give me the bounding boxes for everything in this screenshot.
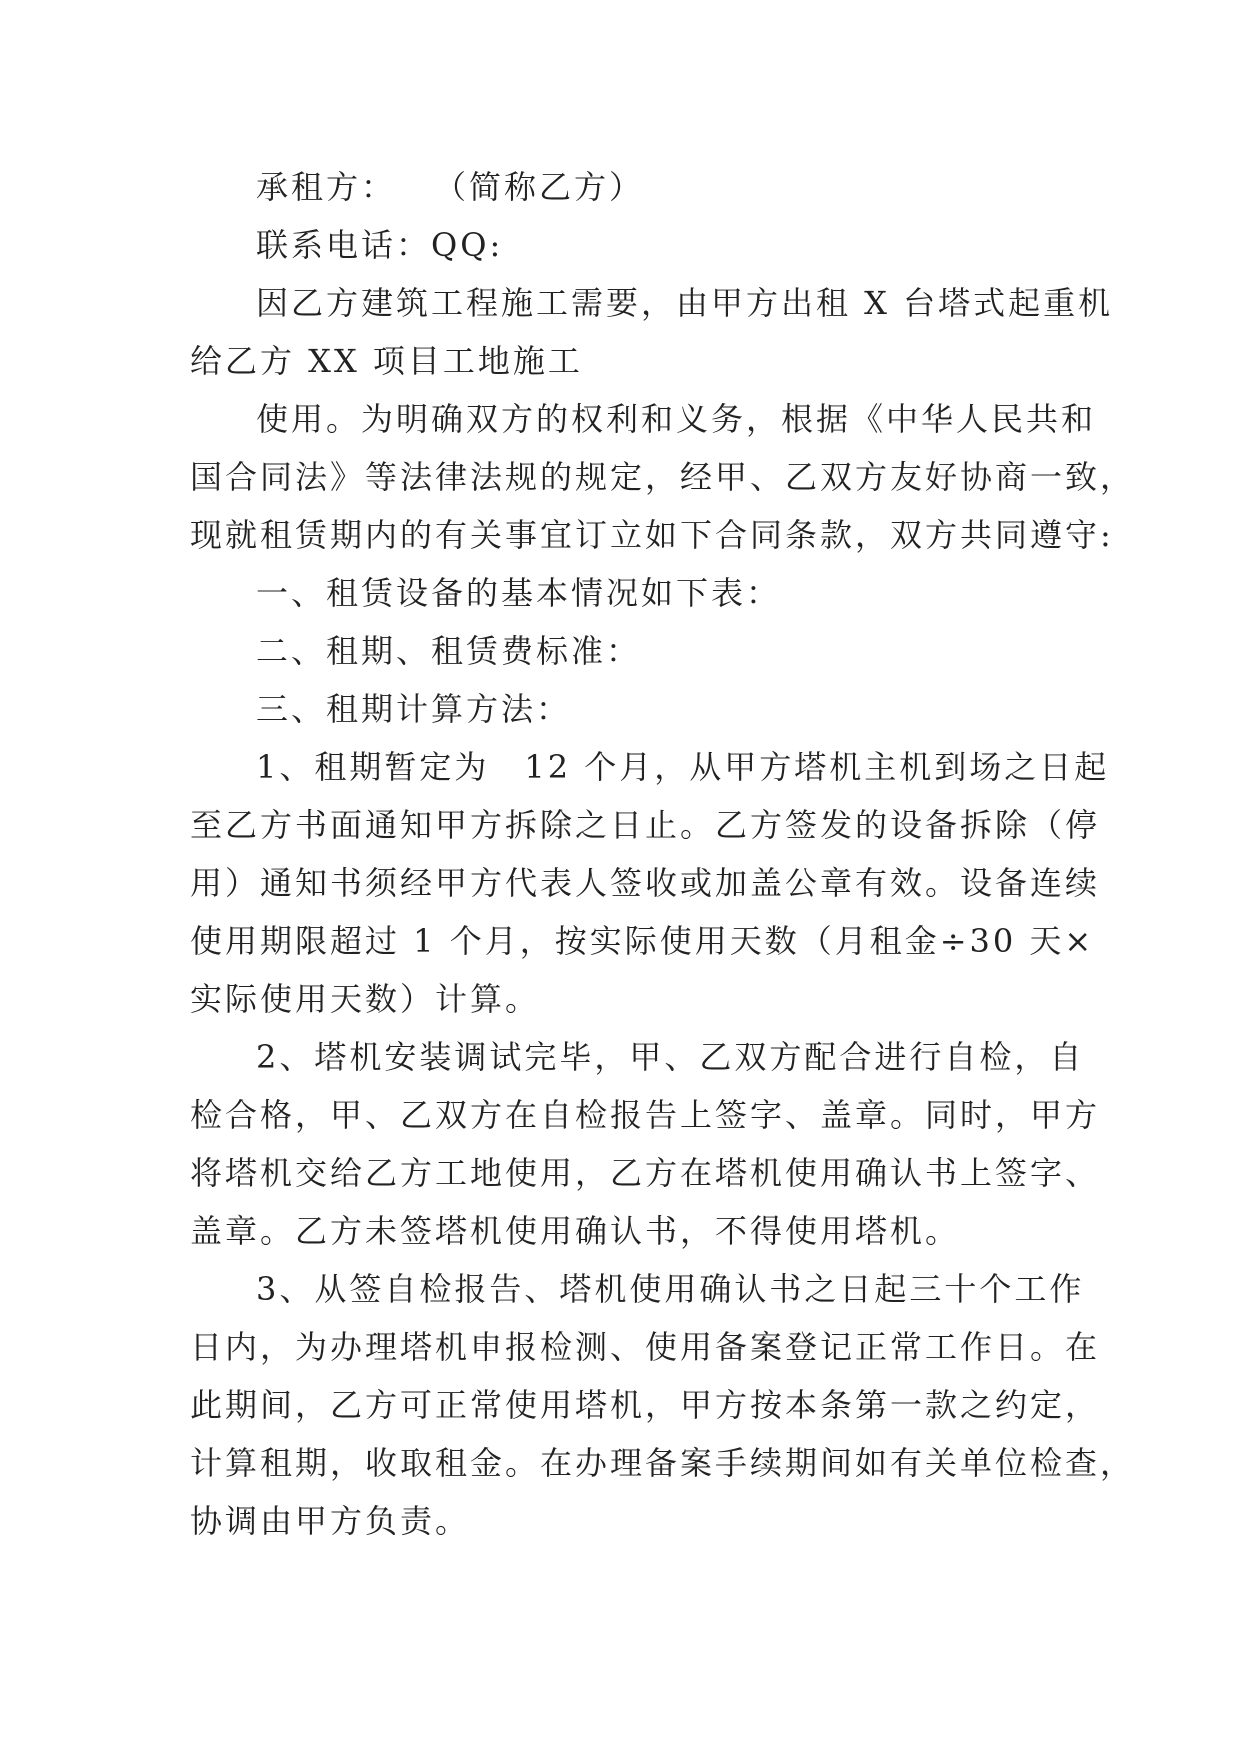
clause-line: 1、租期暂定为 12 个月，从甲方塔机主机到场之日起 — [256, 748, 1110, 786]
lessee-line: 承租方： （简称乙方） — [256, 168, 645, 206]
document-body — [190, 158, 1136, 1550]
clause-line: 2、塔机安装调试完毕，甲、乙双方配合进行自检，自 — [256, 1038, 1085, 1076]
section-heading: 三、租期计算方法： — [256, 690, 572, 728]
clause-line: 此期间，乙方可正常使用塔机，甲方按本条第一款之约定， — [190, 1386, 1101, 1424]
clause-line: 用）通知书须经甲方代表人签收或加盖公章有效。设备连续 — [190, 864, 1101, 902]
clause-line: 3、从签自检报告、塔机使用确认书之日起三十个工作 — [256, 1270, 1085, 1308]
section-heading: 二、租期、租赁费标准： — [256, 632, 642, 670]
clause-line: 至乙方书面通知甲方拆除之日止。乙方签发的设备拆除（停 — [190, 806, 1101, 844]
clause-line: 日内，为办理塔机申报检测、使用备案登记正常工作日。在 — [190, 1328, 1101, 1366]
clause-line: 盖章。乙方未签塔机使用确认书，不得使用塔机。 — [190, 1212, 961, 1250]
clause-line: 将塔机交给乙方工地使用，乙方在塔机使用确认书上签字、 — [190, 1154, 1101, 1192]
contact-line: 联系电话：QQ: — [256, 226, 504, 264]
clause-line: 检合格，甲、乙双方在自检报告上签字、盖章。同时，甲方 — [190, 1096, 1101, 1134]
clause-line: 实际使用天数）计算。 — [190, 980, 541, 1018]
paragraph-line: 现就租赁期内的有关事宜订立如下合同条款，双方共同遵守: — [190, 516, 1114, 554]
paragraph-line: 国合同法》等法律法规的规定，经甲、乙双方友好协商一致， — [190, 458, 1136, 496]
clause-line: 协调由甲方负责。 — [190, 1502, 471, 1540]
paragraph-line: 使用。为明确双方的权利和义务，根据《中华人民共和 — [256, 400, 1097, 438]
paragraph-line: 给乙方 XX 项目工地施工 — [190, 342, 583, 380]
section-heading: 一、租赁设备的基本情况如下表： — [256, 574, 782, 612]
paragraph-line: 因乙方建筑工程施工需要，由甲方出租 X 台塔式起重机 — [256, 284, 1114, 322]
clause-line: 计算租期，收取租金。在办理备案手续期间如有关单位检查， — [190, 1444, 1136, 1482]
clause-line: 使用期限超过 1 个月，按实际使用天数（月租金÷30 天× — [190, 922, 1095, 960]
